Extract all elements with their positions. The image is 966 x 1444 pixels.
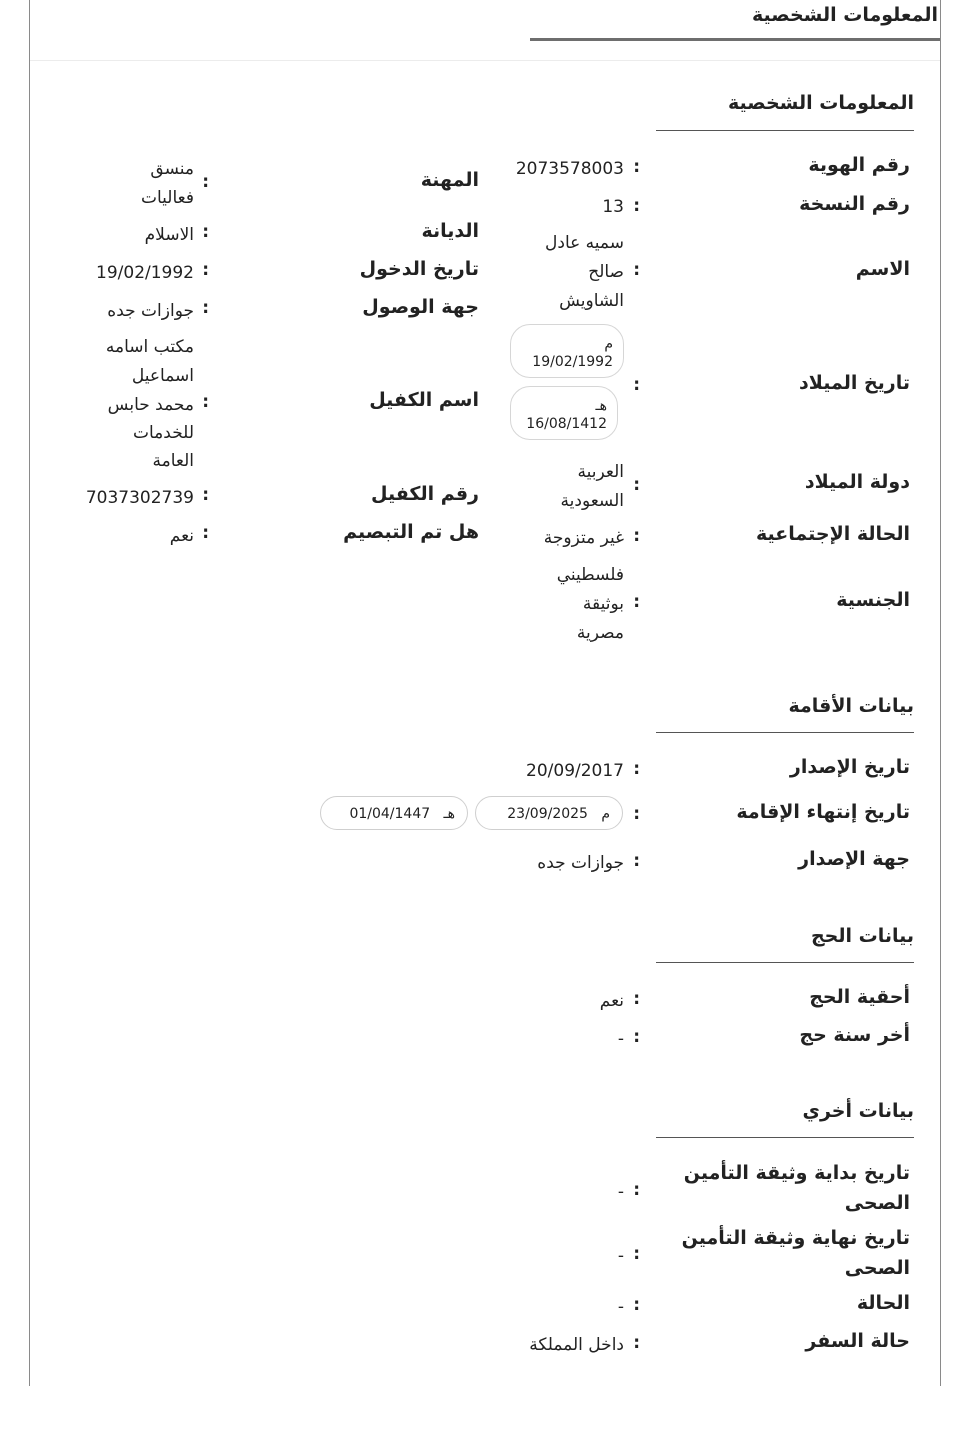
label-sponsor-number: رقم الكفيل <box>371 483 479 505</box>
colon: : <box>202 298 209 318</box>
colon: : <box>633 1295 640 1315</box>
value-nationality-line-2: بوثيقة <box>582 594 624 614</box>
expiry-gregorian-pill <box>475 796 623 830</box>
colon: : <box>202 222 209 242</box>
label-birth-date: تاريخ الميلاد <box>799 372 910 394</box>
birth-date-hijri-pill <box>510 386 618 440</box>
unit-gregorian: م <box>601 806 610 822</box>
value-birth-country-line-1: العربية <box>577 462 624 482</box>
colon: : <box>202 485 209 505</box>
label-residence-expiry-date: تاريخ إنتهاء الإقامة <box>736 801 910 823</box>
colon: : <box>202 172 209 192</box>
tab-header[interactable] <box>530 0 940 41</box>
colon: : <box>633 851 640 871</box>
colon: : <box>202 523 209 543</box>
value-nationality-line-3: مصرية <box>576 623 624 643</box>
value-occupation-line-1: منسق <box>150 159 194 179</box>
colon: : <box>633 1027 640 1047</box>
value-insurance-start: - <box>617 1182 624 1202</box>
value-occupation-line-2: فعاليات <box>140 188 194 208</box>
value-sponsor-name-line-3: محمد حابس <box>107 395 194 415</box>
label-id-number: رقم الهوية <box>808 154 910 176</box>
value-id-number: 2073578003 <box>515 159 624 179</box>
label-residence-issuer: جهة الإصدار <box>798 848 910 870</box>
colon: : <box>633 989 640 1009</box>
header-separator <box>30 60 940 61</box>
birth-date-gregorian-pill <box>510 324 624 378</box>
label-occupation: المهنة <box>420 169 479 191</box>
label-status: الحالة <box>856 1292 910 1314</box>
colon: : <box>633 804 640 824</box>
value-birth-country-line-2: السعودية <box>560 491 624 511</box>
unit-hijri: هـ <box>443 806 455 822</box>
value-sponsor-name-line-4: للخدمات <box>133 423 194 443</box>
label-religion: الديانة <box>421 220 479 242</box>
value-name-line-2: صالح <box>588 262 624 282</box>
value-name-line-3: الشاويش <box>559 291 624 311</box>
value-fingerprinted: نعم <box>169 526 194 546</box>
section-title-hajj: بيانات الحج <box>810 925 914 947</box>
label-hajj-eligibility: أحقية الحج <box>809 986 910 1008</box>
section-divider <box>656 130 914 131</box>
value-travel-status: داخل المملكة <box>529 1335 624 1355</box>
label-sponsor-name: اسم الكفيل <box>369 389 479 411</box>
colon: : <box>633 592 640 612</box>
colon: : <box>633 157 640 177</box>
label-residence-issue-date: تاريخ الإصدار <box>789 756 910 778</box>
label-travel-status: حالة السفر <box>805 1330 910 1352</box>
colon: : <box>633 1180 640 1200</box>
value-insurance-end: - <box>617 1246 624 1266</box>
value-marital-status: غير متزوجة <box>543 528 624 548</box>
value-residence-issuer: جوازات جده <box>537 853 624 873</box>
value-status: - <box>617 1297 624 1317</box>
value-sponsor-name-line-1: مكتب اسامه <box>105 337 194 357</box>
value-expiry-gregorian: 23/09/2025 <box>507 806 588 822</box>
value-last-hajj-year: - <box>617 1029 624 1049</box>
value-entry-date: 19/02/1992 <box>96 263 194 283</box>
value-sponsor-number: 7037302739 <box>85 488 194 508</box>
label-arrival-point: جهة الوصول <box>362 296 479 318</box>
label-insurance-end-line-2: الصحى <box>844 1257 910 1279</box>
colon: : <box>633 1244 640 1264</box>
value-birth-date-hijri: 16/08/1412 <box>526 416 607 432</box>
value-residence-issue-date: 20/09/2017 <box>526 761 624 781</box>
label-nationality: الجنسية <box>836 589 910 611</box>
label-last-hajj-year: أخر سنة حج <box>799 1024 910 1046</box>
value-copy-number: 13 <box>602 197 624 217</box>
colon: : <box>633 526 640 546</box>
section-title-personal: المعلومات الشخصية <box>727 92 914 114</box>
label-entry-date: تاريخ الدخول <box>359 258 479 280</box>
value-birth-date-gregorian: 19/02/1992 <box>532 354 613 370</box>
section-divider <box>656 1137 914 1138</box>
unit-hijri: هـ <box>595 398 607 414</box>
colon: : <box>633 1333 640 1353</box>
value-sponsor-name-line-2: اسماعيل <box>131 366 194 386</box>
value-expiry-hijri: 01/04/1447 <box>349 806 431 822</box>
expiry-hijri-pill <box>320 796 468 830</box>
value-religion: الاسلام <box>144 225 194 245</box>
value-hajj-eligibility: نعم <box>599 991 624 1011</box>
colon: : <box>202 260 209 280</box>
section-divider <box>656 962 914 963</box>
colon: : <box>633 260 640 280</box>
label-name: الاسم <box>855 258 910 280</box>
label-birth-country: دولة الميلاد <box>804 471 910 493</box>
label-fingerprinted: هل تم التبصيم <box>343 521 479 543</box>
colon: : <box>202 392 209 412</box>
value-nationality-line-1: فلسطيني <box>556 565 624 585</box>
value-sponsor-name-line-5: العامة <box>152 451 194 471</box>
label-insurance-end-line-1: تاريخ نهاية وثيقة التأمين <box>681 1227 910 1249</box>
unit-gregorian: م <box>604 336 613 352</box>
colon: : <box>633 475 640 495</box>
value-arrival-point: جوازات جده <box>107 301 194 321</box>
label-marital-status: الحالة الإجتماعية <box>756 523 910 545</box>
label-copy-number: رقم النسخة <box>799 193 910 215</box>
section-title-other: بيانات أخري <box>802 1100 914 1122</box>
tab-title: المعلومات الشخصية <box>751 4 938 26</box>
section-title-residence: بيانات الأقامة <box>788 695 914 717</box>
value-name-line-1: سميه عادل <box>545 233 624 253</box>
colon: : <box>633 759 640 779</box>
colon: : <box>633 375 640 395</box>
label-insurance-start-line-2: الصحى <box>844 1192 910 1214</box>
label-insurance-start-line-1: تاريخ بداية وثيقة التأمين <box>683 1162 910 1184</box>
section-divider <box>656 732 914 733</box>
colon: : <box>633 196 640 216</box>
